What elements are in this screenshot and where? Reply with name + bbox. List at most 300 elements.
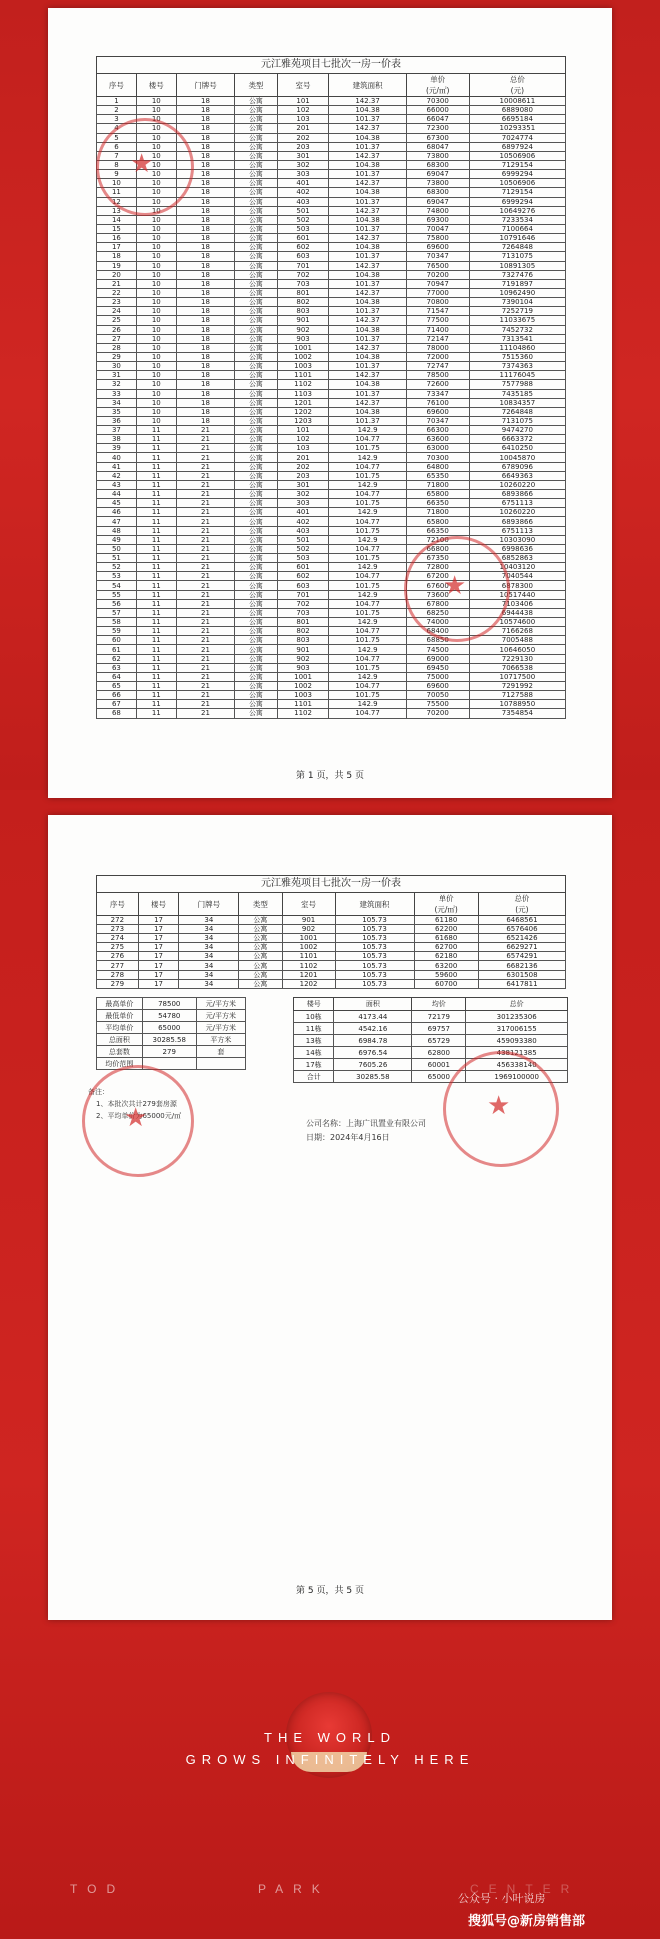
table-cell: 7264848 [469,243,565,252]
table-cell: 105.73 [335,943,414,952]
table-cell: 公寓 [235,133,277,142]
table-cell: 142.9 [329,590,406,599]
table-cell: 18 [176,179,235,188]
table-cell: 11栋 [294,1023,334,1035]
table-cell: 21 [176,544,235,553]
table-cell: 公寓 [235,252,277,261]
table-cell: 元/平方米 [196,1022,245,1034]
table-cell: 合计 [294,1071,334,1083]
table-cell: 1969100000 [466,1071,568,1083]
table-cell: 1003 [277,691,329,700]
table-cell: 1002 [277,352,329,361]
table-cell: 元/平方米 [196,1010,245,1022]
table-cell: 公寓 [235,115,277,124]
table-cell: 6999294 [469,170,565,179]
table-cell: 21 [176,627,235,636]
table-cell: 142.9 [329,645,406,654]
table-cell: 403 [277,526,329,535]
table-cell: 69757 [412,1023,466,1035]
table-cell: 公寓 [235,106,277,115]
table-row [97,97,566,106]
table-cell: 12 [97,197,137,206]
table-cell: 101.37 [329,197,406,206]
table-cell: 73347 [406,389,469,398]
table-cell: 21 [176,672,235,681]
table-cell: 21 [176,499,235,508]
table-cell: 6629271 [478,943,565,952]
table-cell: 142.9 [329,700,406,709]
table-row [97,961,566,970]
table-cell: 21 [176,471,235,480]
table-cell: 11 [97,188,137,197]
table-cell: 602 [277,243,329,252]
table-cell: 802 [277,298,329,307]
table-row [97,106,566,115]
table-cell: 10 [136,334,176,343]
table-cell: 101.37 [329,252,406,261]
table-cell: 45 [97,499,137,508]
table-cell: 62 [97,654,137,663]
table-cell: 10 [136,206,176,215]
table-cell: 272 [97,916,139,925]
table-cell: 1102 [277,380,329,389]
table-cell: 10 [136,97,176,106]
table-cell: 公寓 [239,979,282,988]
table-cell: 公寓 [235,453,277,462]
table-cell: 3 [97,115,137,124]
table-cell: 34 [179,925,239,934]
table-cell: 702 [277,599,329,608]
table-cell: 65000 [412,1071,466,1083]
table-row [294,1035,568,1047]
table-cell: 10 [136,343,176,352]
table-row [97,407,566,416]
table-cell: 公寓 [235,270,277,279]
table-row [97,663,566,672]
table-cell: 11 [136,444,176,453]
table-cell: 21 [176,444,235,453]
table-cell: 11 [136,554,176,563]
table-cell: 公寓 [235,398,277,407]
table-cell: 402 [277,188,329,197]
table-cell: 公寓 [235,352,277,361]
table-cell: 66350 [406,499,469,508]
table-cell: 6521426 [478,934,565,943]
table-cell: 公寓 [235,654,277,663]
table-cell: 1102 [277,709,329,718]
table-cell: 105.73 [335,970,414,979]
table-cell: 603 [277,581,329,590]
table-cell: 34 [179,943,239,952]
table-cell: 7131075 [469,416,565,425]
table-cell: 18 [176,325,235,334]
table-cell: 276 [97,952,139,961]
table-row [97,298,566,307]
table-row [97,998,246,1010]
table-cell: 43 [97,480,137,489]
table-cell: 17 [97,243,137,252]
table-cell: 6789096 [469,462,565,471]
column-header: 楼号 [294,998,334,1011]
table-cell: 301235306 [466,1011,568,1023]
table-cell: 10 [136,398,176,407]
table-cell: 65350 [406,471,469,480]
table-cell: 17 [138,943,179,952]
table-cell: 公寓 [235,124,277,133]
table-cell: 603 [277,252,329,261]
table-cell: 72747 [406,362,469,371]
table-cell: 10 [136,151,176,160]
table-cell: 104.77 [329,572,406,581]
table-cell: 50 [97,544,137,553]
table-row [97,270,566,279]
table-cell: 1 [97,97,137,106]
table-cell: 72179 [412,1011,466,1023]
table-cell: 17 [138,925,179,934]
table-cell: 142.37 [329,179,406,188]
table-cell: 456338140 [466,1059,568,1071]
table-cell: 17 [138,916,179,925]
table-cell: 6576406 [478,925,565,934]
table-cell: 6 [97,142,137,151]
table-cell: 11 [136,636,176,645]
table-cell: 11 [136,581,176,590]
table-row [97,1034,246,1046]
table-cell: 202 [277,133,329,142]
column-header: 单价 (元/㎡) [414,893,478,916]
table-cell: 11 [136,490,176,499]
table-cell: 18 [176,307,235,316]
table-cell: 21 [176,636,235,645]
company-seal: ★ [443,1051,559,1167]
table-cell: 4542.16 [334,1023,412,1035]
table-cell: 203 [277,142,329,151]
table-cell: 8 [97,160,137,169]
table-cell: 公寓 [235,261,277,270]
column-header: 类型 [239,893,282,916]
table-header-row [97,74,566,97]
table-cell: 17 [138,970,179,979]
table-cell: 68 [97,709,137,718]
column-header: 序号 [97,893,139,916]
table-cell: 68250 [406,608,469,617]
table-cell: 18 [176,380,235,389]
table-cell: 公寓 [235,535,277,544]
table-cell: 60 [97,636,137,645]
table-cell: 34 [179,916,239,925]
table-cell: 7191897 [469,279,565,288]
table-cell: 1002 [277,682,329,691]
table-cell: 6574291 [478,952,565,961]
table-cell: 402 [277,517,329,526]
table-cell: 最高单价 [97,998,143,1010]
table-cell: 801 [277,288,329,297]
table-cell: 105.73 [335,916,414,925]
table-cell: 21 [176,590,235,599]
table-cell: 7354854 [469,709,565,718]
table-cell: 101.75 [329,636,406,645]
table-cell: 66300 [406,426,469,435]
table-row [97,334,566,343]
table-cell: 275 [97,943,139,952]
table-cell: 18 [176,371,235,380]
table-cell: 105.73 [335,952,414,961]
table-cell: 104.77 [329,654,406,663]
table-cell: 公寓 [235,316,277,325]
table-cell: 35 [97,407,137,416]
column-header: 建筑面积 [335,893,414,916]
official-seal-left: ★ [82,1065,194,1177]
table-cell: 18 [176,334,235,343]
table-cell: 公寓 [235,517,277,526]
table-cell: 平均单价 [97,1022,143,1034]
table-cell: 73800 [406,179,469,188]
table-cell: 公寓 [235,700,277,709]
table-row [97,352,566,361]
table-cell: 105.73 [335,934,414,943]
table-cell: 21 [176,517,235,526]
table-cell: 10293351 [469,124,565,133]
table-cell: 64800 [406,462,469,471]
table-cell: 32 [97,380,137,389]
table-cell: 72300 [406,124,469,133]
table-cell: 7229130 [469,654,565,663]
table-cell: 公寓 [235,709,277,718]
table-cell: 142.9 [329,453,406,462]
table-row [97,1010,246,1022]
table-cell: 10 [136,179,176,188]
table-cell: 公寓 [235,151,277,160]
table-cell: 16 [97,234,137,243]
table-cell: 70200 [406,709,469,718]
table-cell: 78500 [406,371,469,380]
table-cell: 11 [136,480,176,489]
table-cell: 101.37 [329,142,406,151]
table-cell: 61680 [414,934,478,943]
table-row [97,224,566,233]
table-cell: 101.37 [329,389,406,398]
table-cell: 101.37 [329,279,406,288]
table-cell: 6976.54 [334,1047,412,1059]
table-row [97,636,566,645]
table-cell: 21 [176,554,235,563]
table-row [97,444,566,453]
page-footer: 第 1 页，共 5 页 [296,771,364,781]
table-row [97,279,566,288]
table-cell: 101.75 [329,608,406,617]
table-cell: 公寓 [235,188,277,197]
table-cell: 901 [277,316,329,325]
table-cell: 21 [176,654,235,663]
table-cell: 18 [176,252,235,261]
table-cell: 76100 [406,398,469,407]
table-cell: 10 [136,115,176,124]
table-cell: 64 [97,672,137,681]
table-cell: 公寓 [235,343,277,352]
table-cell: 14栋 [294,1047,334,1059]
table-cell: 142.37 [329,124,406,133]
table-cell: 902 [277,654,329,663]
table-cell: 11 [136,426,176,435]
table-cell: 67800 [406,599,469,608]
table-cell: 公寓 [235,179,277,188]
table-cell: 18 [176,106,235,115]
table-cell: 11 [136,517,176,526]
table-cell: 101.75 [329,663,406,672]
table-cell: 104.77 [329,435,406,444]
table-cell: 142.37 [329,97,406,106]
table-cell: 77500 [406,316,469,325]
table-cell: 902 [282,925,335,934]
table-cell: 75000 [406,672,469,681]
table-cell: 62800 [412,1047,466,1059]
table-cell: 总套数 [97,1046,143,1058]
table-cell: 67300 [406,133,469,142]
table-cell: 公寓 [235,416,277,425]
table-cell: 702 [277,270,329,279]
table-cell: 901 [277,645,329,654]
table-cell: 1002 [282,943,335,952]
table-cell: 11 [136,700,176,709]
table-cell: 18 [176,288,235,297]
table-cell: 11 [136,471,176,480]
table-cell: 104.38 [329,243,406,252]
table-cell: 1201 [277,398,329,407]
table-cell: 6410250 [469,444,565,453]
table-cell: 72800 [406,563,469,572]
table-cell: 18 [176,160,235,169]
table-cell [196,1058,245,1070]
table-cell: 401 [277,508,329,517]
table-cell: 65729 [412,1035,466,1047]
table-cell: 7327476 [469,270,565,279]
table-cell: 69300 [406,215,469,224]
table-cell: 10 [136,197,176,206]
table-cell: 7452732 [469,325,565,334]
table-cell: 74800 [406,206,469,215]
table-cell: 1202 [282,979,335,988]
table-cell: 142.9 [329,535,406,544]
table-cell: 40 [97,453,137,462]
table-cell: 302 [277,490,329,499]
table-cell: 70300 [406,453,469,462]
column-header: 总价 (元) [469,74,565,97]
table-row [97,426,566,435]
note-line-2: 2、平均单价为65000元/㎡ [96,1112,182,1120]
footer-word-center: CENTER [470,1882,580,1896]
table-cell: 10 [136,188,176,197]
table-cell: 18 [97,252,137,261]
table-cell: 10 [136,371,176,380]
table-cell: 303 [277,499,329,508]
table-cell: 902 [277,325,329,334]
summary-stats-table [96,997,246,1070]
table-cell: 21 [176,709,235,718]
table-cell: 104.77 [329,517,406,526]
table-cell: 6301508 [478,970,565,979]
table-cell: 101.75 [329,444,406,453]
table-cell: 公寓 [235,526,277,535]
table-cell: 103 [277,115,329,124]
table-cell: 7066538 [469,663,565,672]
table-row [97,371,566,380]
table-row [97,325,566,334]
table-cell: 42 [97,471,137,480]
table-cell: 26 [97,325,137,334]
table-cell: 6852863 [469,554,565,563]
table-row [97,362,566,371]
table-cell: 65800 [406,490,469,499]
column-header: 面积 [334,998,412,1011]
table-cell: 105.73 [335,979,414,988]
table-cell: 71547 [406,307,469,316]
table-cell: 10 [97,179,137,188]
table-cell: 403 [277,197,329,206]
table-cell: 10646050 [469,645,565,654]
table-cell: 公寓 [235,325,277,334]
table-cell: 10 [136,316,176,325]
table-cell: 公寓 [235,279,277,288]
table-cell: 53 [97,572,137,581]
table-cell: 公寓 [235,618,277,627]
table-cell: 18 [176,224,235,233]
table-cell: 18 [176,316,235,325]
table-cell: 37 [97,426,137,435]
table-cell: 101.37 [329,307,406,316]
table-cell: 10834357 [469,398,565,407]
table-row [97,925,566,934]
table-cell: 104.77 [329,682,406,691]
table-cell: 801 [277,618,329,627]
table-cell: 34 [179,952,239,961]
table-cell: 34 [179,934,239,943]
table-cell: 102 [277,435,329,444]
table-cell: 公寓 [235,627,277,636]
table-cell: 75800 [406,234,469,243]
table-cell: 279 [97,979,139,988]
table-cell: 65 [97,682,137,691]
table-cell: 13 [97,206,137,215]
table-cell: 72147 [406,334,469,343]
table-row [97,380,566,389]
table-cell: 67600 [406,581,469,590]
note-title: 备注： [88,1088,109,1096]
table-cell: 1101 [277,700,329,709]
table-cell: 18 [176,170,235,179]
table-cell: 10008611 [469,97,565,106]
table-cell: 18 [176,398,235,407]
price-table-5 [96,875,566,989]
table-row [97,979,566,988]
table-cell: 142.37 [329,234,406,243]
table-cell: 30285.58 [142,1034,196,1046]
table-cell: 11033675 [469,316,565,325]
table-cell: 203 [277,471,329,480]
table-cell: 142.9 [329,618,406,627]
table-cell: 公寓 [235,572,277,581]
table-cell: 803 [277,307,329,316]
table-cell: 11 [136,618,176,627]
table-cell: 101.75 [329,691,406,700]
table-cell: 502 [277,544,329,553]
column-header: 楼号 [136,74,176,97]
table-cell: 13栋 [294,1035,334,1047]
table-cell: 公寓 [235,288,277,297]
table-cell: 802 [277,627,329,636]
table-cell: 公寓 [235,590,277,599]
table-cell: 903 [277,334,329,343]
table-cell: 10 [136,352,176,361]
